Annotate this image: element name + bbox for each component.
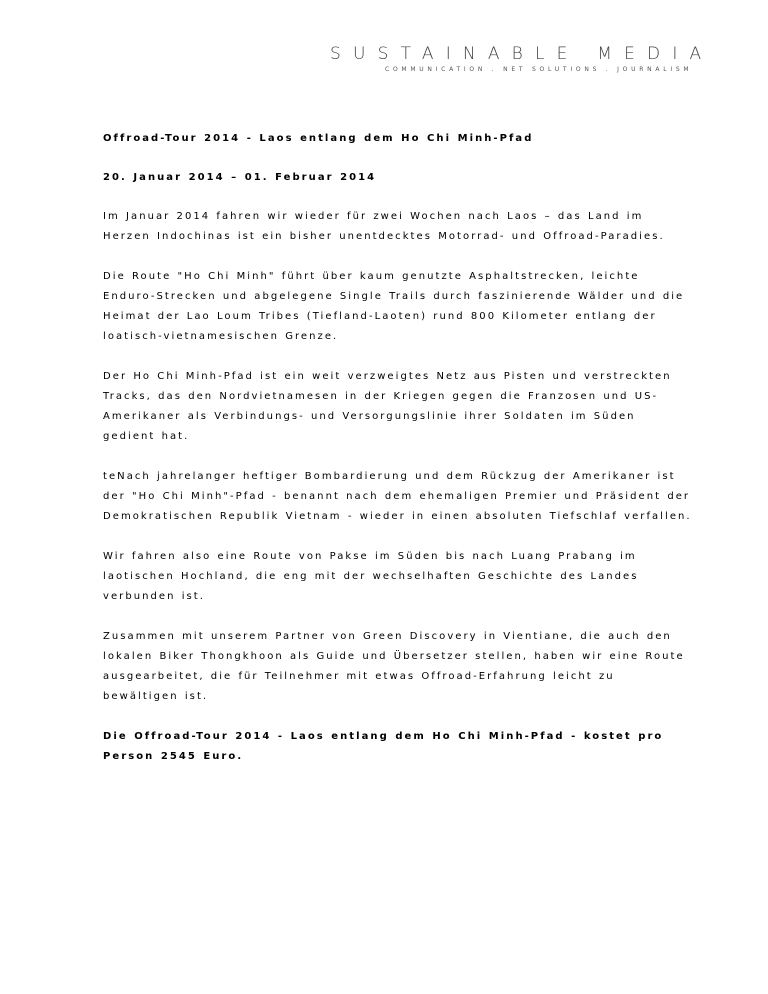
- paragraph-itinerary: Wir fahren also eine Route von Pakse im Süden bis nach Luang Prabang im laotischen Hochland, die eng mit der wechselhaften Geschichte des Landes verbunden ist.: [103, 551, 639, 602]
- paragraph-intro: Im Januar 2014 fahren wir wieder für zwei Wochen nach Laos – das Land im Herzen Indochinas ist ein bisher unentdecktes Motorrad- und Offroad-Paradies.: [103, 211, 665, 242]
- paragraph-route: Die Route "Ho Chi Minh" führt über kaum genutzte Asphaltstrecken, leichte Enduro-Strecken und abgelegene Single Trails durch faszinierende Wälder und die Heimat der Lao Loum Tribes (Tiefland-Laoten) rund 800 Kilometer entlang der loatisch-vietnamesischen Grenze.: [103, 271, 685, 342]
- document-body: [103, 129, 693, 787]
- paragraph-partner: Zusammen mit unserem Partner von Green Discovery in Vientiane, die auch den lokalen Biker Thongkhoon als Guide und Übersetzer stellen, haben wir eine Route ausgearbeitet, die für Teilnehmer mit etwas Offroad-Erfahrung leicht zu bewältigen ist.: [103, 631, 685, 702]
- tour-date-range: 20. Januar 2014 – 01. Februar 2014: [103, 172, 377, 183]
- paragraph-trail-history: Der Ho Chi Minh-Pfad ist ein weit verzweigtes Netz aus Pisten und verstreckten Tracks, das den Nordvietnamesen in der Kriegen gegen die Franzosen und US-Amerikaner als Verbindungs- und Versorgungslinie ihrer Soldaten im Süden gedient hat.: [103, 371, 672, 442]
- paragraph-bombardment: teNach jahrelanger heftiger Bombardierung und dem Rückzug der Amerikaner ist der "Ho Chi Minh"-Pfad - benannt nach dem ehemaligen Premier und Präsident der Demokratischen Republik Vietnam - wieder in einen absoluten Tiefschlaf verfallen.: [103, 471, 692, 522]
- document-title: Offroad-Tour 2014 - Laos entlang dem Ho Chi Minh-Pfad: [103, 133, 534, 144]
- brand-name: SUSTAINABLE MEDIA: [330, 44, 714, 64]
- price-statement: Die Offroad-Tour 2014 - Laos entlang dem Ho Chi Minh-Pfad - kostet pro Person 2545 Euro.: [103, 731, 664, 762]
- brand-tagline: COMMUNICATION . NET SOLUTIONS . JOURNALISM: [385, 66, 693, 73]
